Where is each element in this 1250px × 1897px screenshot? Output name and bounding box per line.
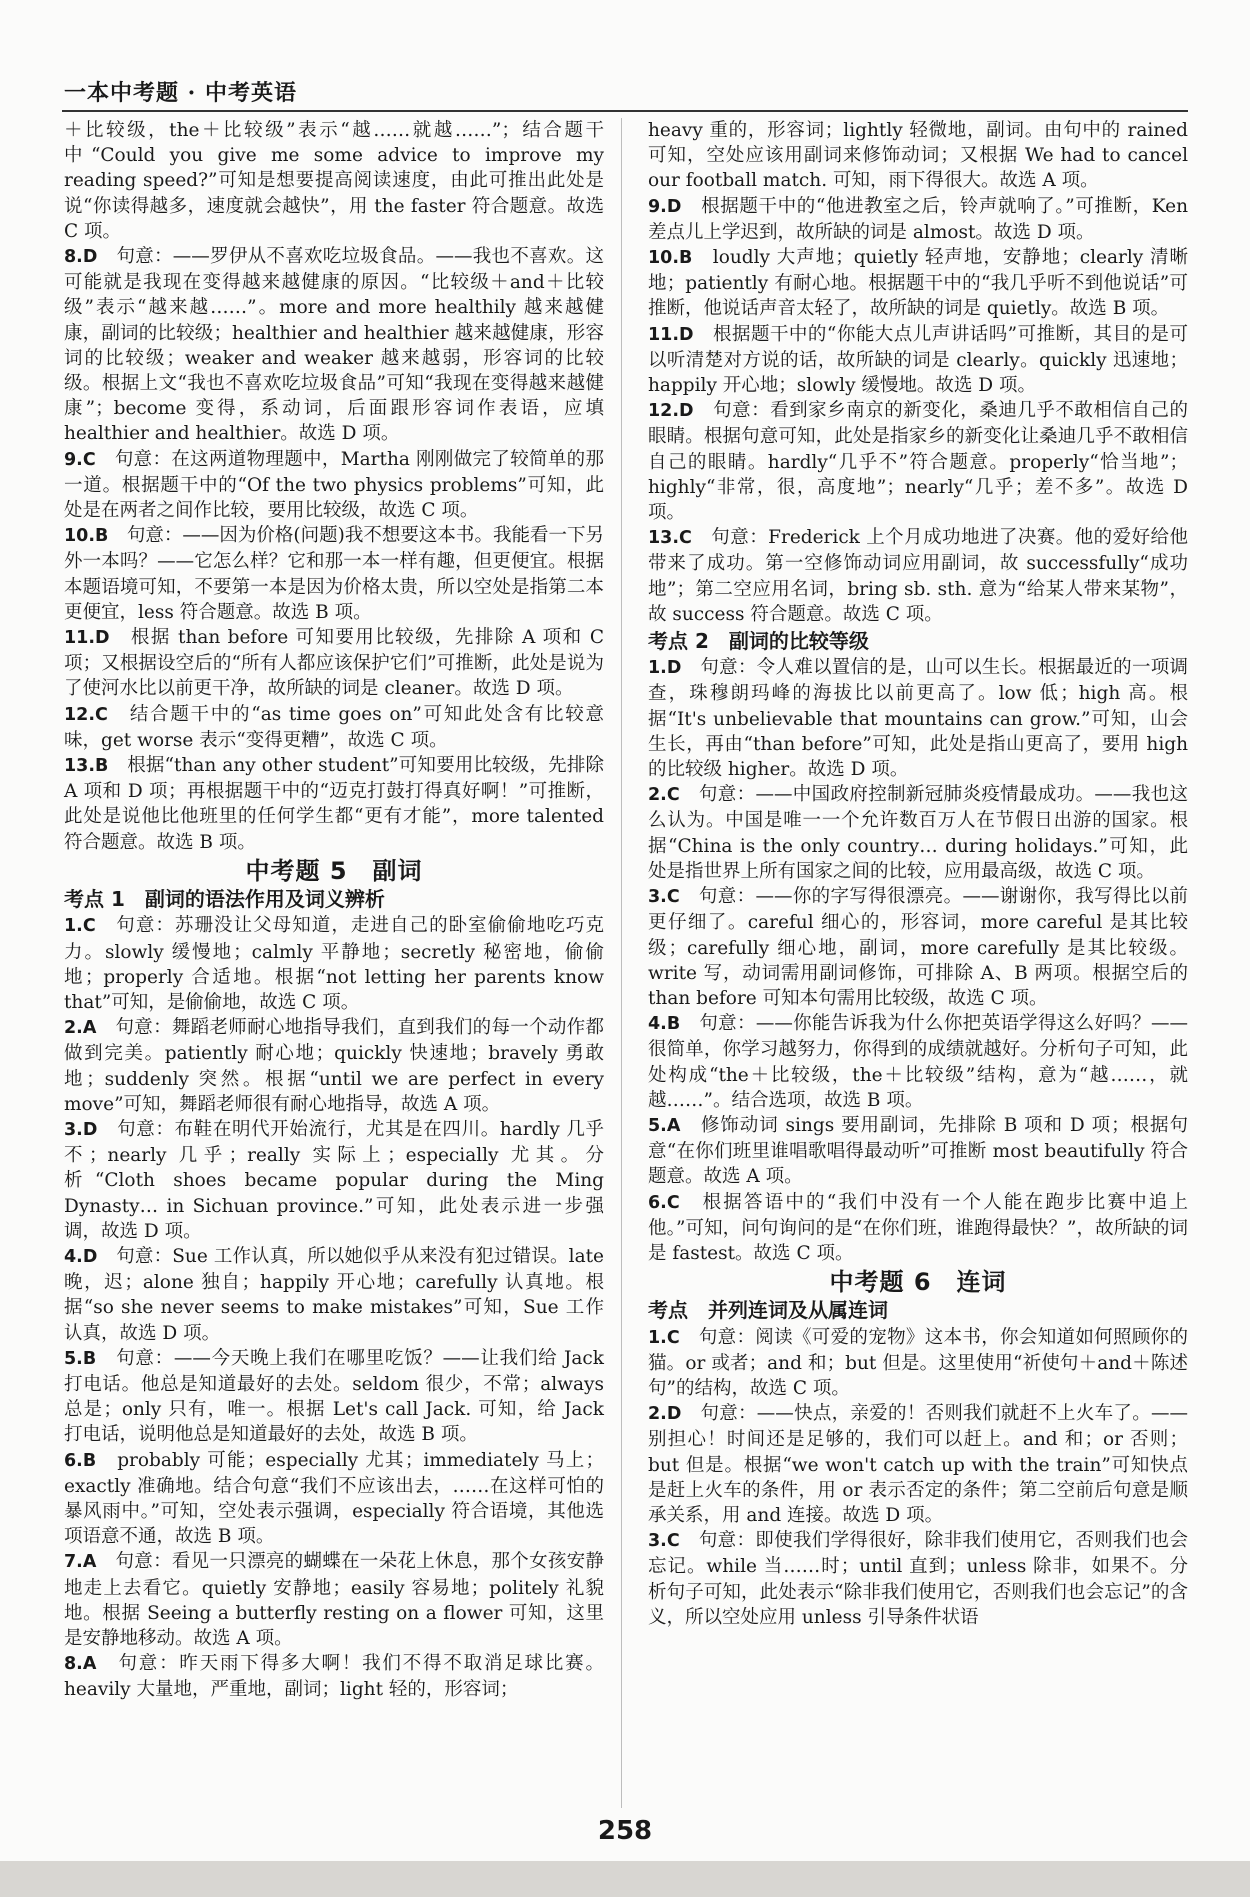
answer-number: 7.A — [64, 1552, 97, 1573]
answer-explanation: 句意：——你能告诉我为什么你把英语学得这么好吗？——很简单，你学习越努力，你得到的成绩就越好。分析句子可知，此处构成“the＋比较级，the＋比较级”结构，意为“越……，就越……”。结合选项，故选 B 项。 — [648, 1013, 1188, 1111]
answer-number: 3.C — [648, 887, 680, 908]
topic-heading: 考点 并列连词及从属连词 — [648, 1298, 888, 1323]
answer-explanation: 句意：苏珊没让父母知道，走进自己的卧室偷偷地吃巧克力。slowly 缓慢地；calmly 平静地；secretly 秘密地，偷偷地；properly 合适地。根据“not letting her parents know that”可知，是偷偷地，故选 C 项。 — [64, 915, 604, 1013]
topic-heading: 考点 1 副词的语法作用及词义辨析 — [64, 887, 385, 912]
answer-list — [648, 1325, 1188, 1630]
answer-number: 1.C — [64, 916, 96, 937]
answer-number: 9.C — [64, 449, 96, 470]
answer-explanation: 根据“than any other student”可知要用比较级，先排除 A 项和 D 项；再根据题干中的“迈克打鼓打得真好啊！”可推断，此处是说他比他班里的任何学生都“更有才能”，more talented 符合题意。故选 B 项。 — [64, 755, 604, 853]
answer-number: 2.C — [648, 785, 680, 806]
answer-item — [648, 322, 1188, 399]
answer-explanation: 结合题干中的“as time goes on”可知此处含有比较意味，get worse 表示“变得更糟”，故选 C 项。 — [64, 703, 604, 751]
answer-item — [64, 1448, 604, 1550]
answer-item — [64, 625, 604, 702]
answer-explanation: 句意：——快点，亲爱的！否则我们就赶不上火车了。——别担心！时间还是足够的，我们可以赶上。and 和；or 否则；but 但是。根据“we won't catch up with the train”可知快点是赶上火车的条件，用 or 表示否定的条件；第二空前后句意是顺承关系，用 and 连接。故选 D 项。 — [648, 1403, 1188, 1526]
answer-item — [648, 194, 1188, 245]
answer-explanation: 句意：在这两道物理题中，Martha 刚刚做完了较简单的那一道。根据题干中的“Of the two physics problems”可知，此处是在两者之间作比较，要用比较级，故选 C 项。 — [64, 448, 604, 522]
answer-item — [648, 398, 1188, 525]
answer-list — [648, 194, 1188, 627]
answer-item — [648, 1528, 1188, 1630]
answer-item — [64, 523, 604, 625]
answer-number: 6.B — [64, 1450, 97, 1471]
answer-number: 5.B — [64, 1348, 97, 1369]
answer-number: 13.C — [648, 528, 692, 549]
answer-item — [648, 1113, 1188, 1190]
answer-number: 12.C — [64, 704, 108, 725]
answer-item — [64, 244, 604, 447]
answer-item — [64, 1015, 604, 1117]
answer-list — [64, 913, 604, 1702]
answer-explanation: 句意：——因为价格(问题)我不想要这本书。我能看一下另外一本吗？——它怎么样？它和那一本一样有趣，但更便宜。根据本题语境可知，不要第一本是因为价格太贵，所以空处是指第二本更便宜，less 符合题意。故选 B 项。 — [64, 525, 604, 623]
answer-explanation: loudly 大声地；quietly 轻声地，安静地；clearly 清晰地；patiently 有耐心地。根据题干中的“我几乎听不到他说话”可推断，他说话声音太轻了，故所缺的词是 quietly。故选 B 项。 — [648, 247, 1188, 320]
answer-item — [648, 884, 1188, 1011]
answer-explanation: 根据题干中的“他进教室之后，铃声就响了。”可推断，Ken 差点儿上学迟到，故所缺的词是 almost。故选 D 项。 — [648, 195, 1188, 243]
answer-number: 8.D — [64, 247, 98, 268]
answer-explanation: 句意：即使我们学得很好，除非我们使用它，否则我们也会忘记。while 当……时；until 直到；unless 除非，如果不。分析句子可知，此处表示“除非我们使用它，否则我们也会忘记”的含义，所以空处应用 unless 引导条件状语 — [648, 1530, 1188, 1628]
answer-item — [648, 1401, 1188, 1528]
answer-explanation: 句意：——你的字写得很漂亮。——谢谢你，我写得比以前更仔细了。careful 细心的，形容词，more careful 是其比较级；carefully 细心地，副词，more carefully 是其比较级。write 写，动词需用副词修饰，可排除 A、B 两项。根据空后的 than before 可知本句需用比较级，故选 C 项。 — [648, 886, 1188, 1009]
answer-number: 4.B — [648, 1014, 681, 1035]
answer-number: 5.A — [648, 1115, 681, 1136]
section-title: 中考题 5 副词 — [245, 856, 423, 885]
answer-number: 3.D — [64, 1119, 98, 1140]
answer-number: 11.D — [648, 324, 694, 345]
answer-item — [64, 913, 604, 1015]
answer-explanation: 句意：看见一只漂亮的蝴蝶在一朵花上休息，那个女孩安静地走上去看它。quietly 安静地；easily 容易地；politely 礼貌地。根据 Seeing a butterfly resting on a flower 可知，这里是安静地移动。故选 A 项。 — [64, 1551, 604, 1649]
answer-number: 6.C — [648, 1192, 680, 1213]
answer-item — [64, 1346, 604, 1448]
answer-item — [648, 1190, 1188, 1267]
answer-item — [648, 525, 1188, 627]
continued-text: ＋比较级，the＋比较级”表示“越……就越……”；结合题干中“Could you give me some advice to improve my reading speed?”可知是想要提高阅读速度，由此可推出此处是说“你读得越多，速度就会越快”，用 the faster 符合题意。故选 C 项。 — [64, 120, 604, 242]
answer-explanation: 句意：——中国政府控制新冠肺炎疫情最成功。——我也这么认为。中国是唯一一个允许数百万人在节假日出游的国家。根据“China is the only country… during holidays.”可知，此处是指世界上所有国家之间的比较，应用最高级，故选 C 项。 — [648, 784, 1188, 882]
answer-item — [648, 1011, 1188, 1113]
answer-explanation: 句意：令人难以置信的是，山可以生长。根据最近的一项调查，珠穆朗玛峰的海拔比以前更高了。low 低；high 高。根据“It's unbelievable that mountains can grow.”可知，山会生长，再由“than before”可知，此处是指山更高了，要用 high 的比较级 higher。故选 D 项。 — [648, 657, 1188, 781]
answer-explanation: 根据 than before 可知要用比较级，先排除 A 项和 C 项；又根据设空后的“所有人都应该保护它们”可推断，此处是说为了使河水比以前更干净，故所缺的词是 cleaner。故选 D 项。 — [64, 627, 604, 700]
bottom-strip — [0, 1861, 1250, 1897]
answer-item — [64, 447, 604, 524]
answer-number: 3.C — [648, 1531, 680, 1552]
column-divider — [621, 118, 622, 1808]
topic-heading: 考点 2 副词的比较等级 — [648, 629, 869, 654]
answer-list — [648, 655, 1188, 1266]
answer-number: 13.B — [64, 756, 109, 777]
answer-number: 10.B — [64, 526, 109, 547]
header-rule — [62, 110, 1188, 112]
answer-item — [64, 1651, 604, 1702]
answer-item — [64, 1117, 604, 1244]
answer-number: 1.D — [648, 658, 682, 679]
answer-number: 8.A — [64, 1654, 97, 1675]
right-column — [648, 118, 1188, 1630]
answer-list — [64, 244, 604, 855]
answer-number: 1.C — [648, 1327, 680, 1348]
answer-item — [648, 1325, 1188, 1402]
answer-item — [64, 702, 604, 753]
answer-number: 9.D — [648, 196, 682, 217]
answer-explanation: 句意：舞蹈老师耐心地指导我们，直到我们的每一个动作都做到完美。patiently 耐心地；quickly 快速地；bravely 勇敢地；suddenly 突然。根据“until we are perfect in every move”可知，舞蹈老师很有耐心地指导，故选 A 项。 — [64, 1017, 604, 1115]
answer-explanation: 根据答语中的“我们中没有一个人能在跑步比赛中追上他。”可知，问句询问的是“在你们班，谁跑得最快？”，故所缺的词是 fastest。故选 C 项。 — [648, 1191, 1188, 1264]
answer-explanation: 句意：昨天雨下得多大啊！我们不得不取消足球比赛。heavily 大量地，严重地，副词；light 轻的，形容词； — [64, 1653, 604, 1701]
continued-text: heavy 重的，形容词；lightly 轻微地，副词。由句中的 rained 可知，空处应该用副词来修饰动词；又根据 We had to cancel our football match. 可知，雨下得很大。故选 A 项。 — [648, 120, 1188, 192]
running-header: 一本中考题 · 中考英语 — [64, 80, 297, 106]
answer-item — [648, 782, 1188, 884]
answer-item — [64, 1549, 604, 1651]
answer-item — [648, 245, 1188, 322]
answer-explanation: 根据题干中的“你能大点儿声讲话吗”可推断，其目的是可以听清楚对方说的话，故所缺的词是 clearly。quickly 迅速地；happily 开心地；slowly 缓慢地。故选 D 项。 — [648, 323, 1188, 397]
answer-explanation: 句意：布鞋在明代开始流行，尤其是在四川。hardly 几乎不；nearly 几乎；really 实际上；especially 尤其。分析“Cloth shoes became popular during the Ming Dynasty… in Sichuan province.”可知，此处表示进一步强调，故选 D 项。 — [64, 1118, 604, 1242]
answer-number: 11.D — [64, 628, 110, 649]
left-column — [64, 118, 604, 1703]
answer-item — [64, 1244, 604, 1346]
page-number: 258 — [597, 1816, 653, 1846]
answer-item — [64, 753, 604, 855]
answer-number: 4.D — [64, 1246, 98, 1267]
answer-explanation: 句意：——今天晚上我们在哪里吃饭？——让我们给 Jack 打电话。他总是知道最好的去处。seldom 很少，不常；always 总是；only 只有，唯一。根据 Let's call Jack. 可知，给 Jack 打电话，说明他总是知道最好的去处，故选 B 项。 — [64, 1347, 604, 1446]
answer-number: 2.A — [64, 1018, 97, 1039]
answer-explanation: 修饰动词 sings 要用副词，先排除 B 项和 D 项；根据句意“在你们班里谁唱歌唱得最动听”可推断 most beautifully 符合题意。故选 A 项。 — [648, 1114, 1188, 1188]
answer-explanation: 句意：阅读《可爱的宠物》这本书，你会知道如何照顾你的猫。or 或者；and 和；but 但是。这里使用“祈使句＋and＋陈述句”的结构，故选 C 项。 — [648, 1326, 1188, 1399]
answer-number: 12.D — [648, 401, 694, 422]
answer-number: 10.B — [648, 248, 693, 269]
answer-item — [648, 655, 1188, 782]
answer-explanation: probably 可能；especially 尤其；immediately 马上；exactly 准确地。结合句意“我们不应该出去，……在这样可怕的暴风雨中。”可知，空处表示强调，especially 符合语境，其他选项语意不通，故选 B 项。 — [64, 1449, 604, 1548]
answer-explanation: 句意：看到家乡南京的新变化，桑迪几乎不敢相信自己的眼睛。根据句意可知，此处是指家乡的新变化让桑迪几乎不敢相信自己的眼睛。hardly“几乎不”符合题意。properly“恰当地”；highly“非常，很，高度地”；nearly“几乎；差不多”。故选 D 项。 — [648, 400, 1188, 524]
section-title: 中考题 6 连词 — [829, 1268, 1007, 1297]
answer-number: 2.D — [648, 1404, 682, 1425]
answer-explanation: 句意：Frederick 上个月成功地进了决赛。他的爱好给他带来了成功。第一空修饰动词应用副词，故 successfully“成功地”；第二空应用名词，bring sb. sth. 意为“给某人带来某物”，故 success 符合题意。故选 C 项。 — [648, 527, 1188, 625]
answer-explanation: 句意：Sue 工作认真，所以她似乎从来没有犯过错误。late 晚，迟；alone 独自；happily 开心地；carefully 认真地。根据“so she never seems to make mistakes”可知，Sue 工作认真，故选 D 项。 — [64, 1245, 604, 1344]
answer-explanation: 句意：——罗伊从不喜欢吃垃圾食品。——我也不喜欢。这可能就是我现在变得越来越健康的原因。“比较级＋and＋比较级”表示“越来越……”。more and more healthily 越来越健康，副词的比较级；healthier and healthier 越来越健康，形容词的比较级；weaker and weaker 越来越弱，形容词的比较级。根据上文“我也不喜欢吃垃圾食品”可知“我现在变得越来越健康”；become 变得，系动词，后面跟形容词作表语，应填 healthier and healthier。故选 D 项。 — [64, 246, 604, 445]
